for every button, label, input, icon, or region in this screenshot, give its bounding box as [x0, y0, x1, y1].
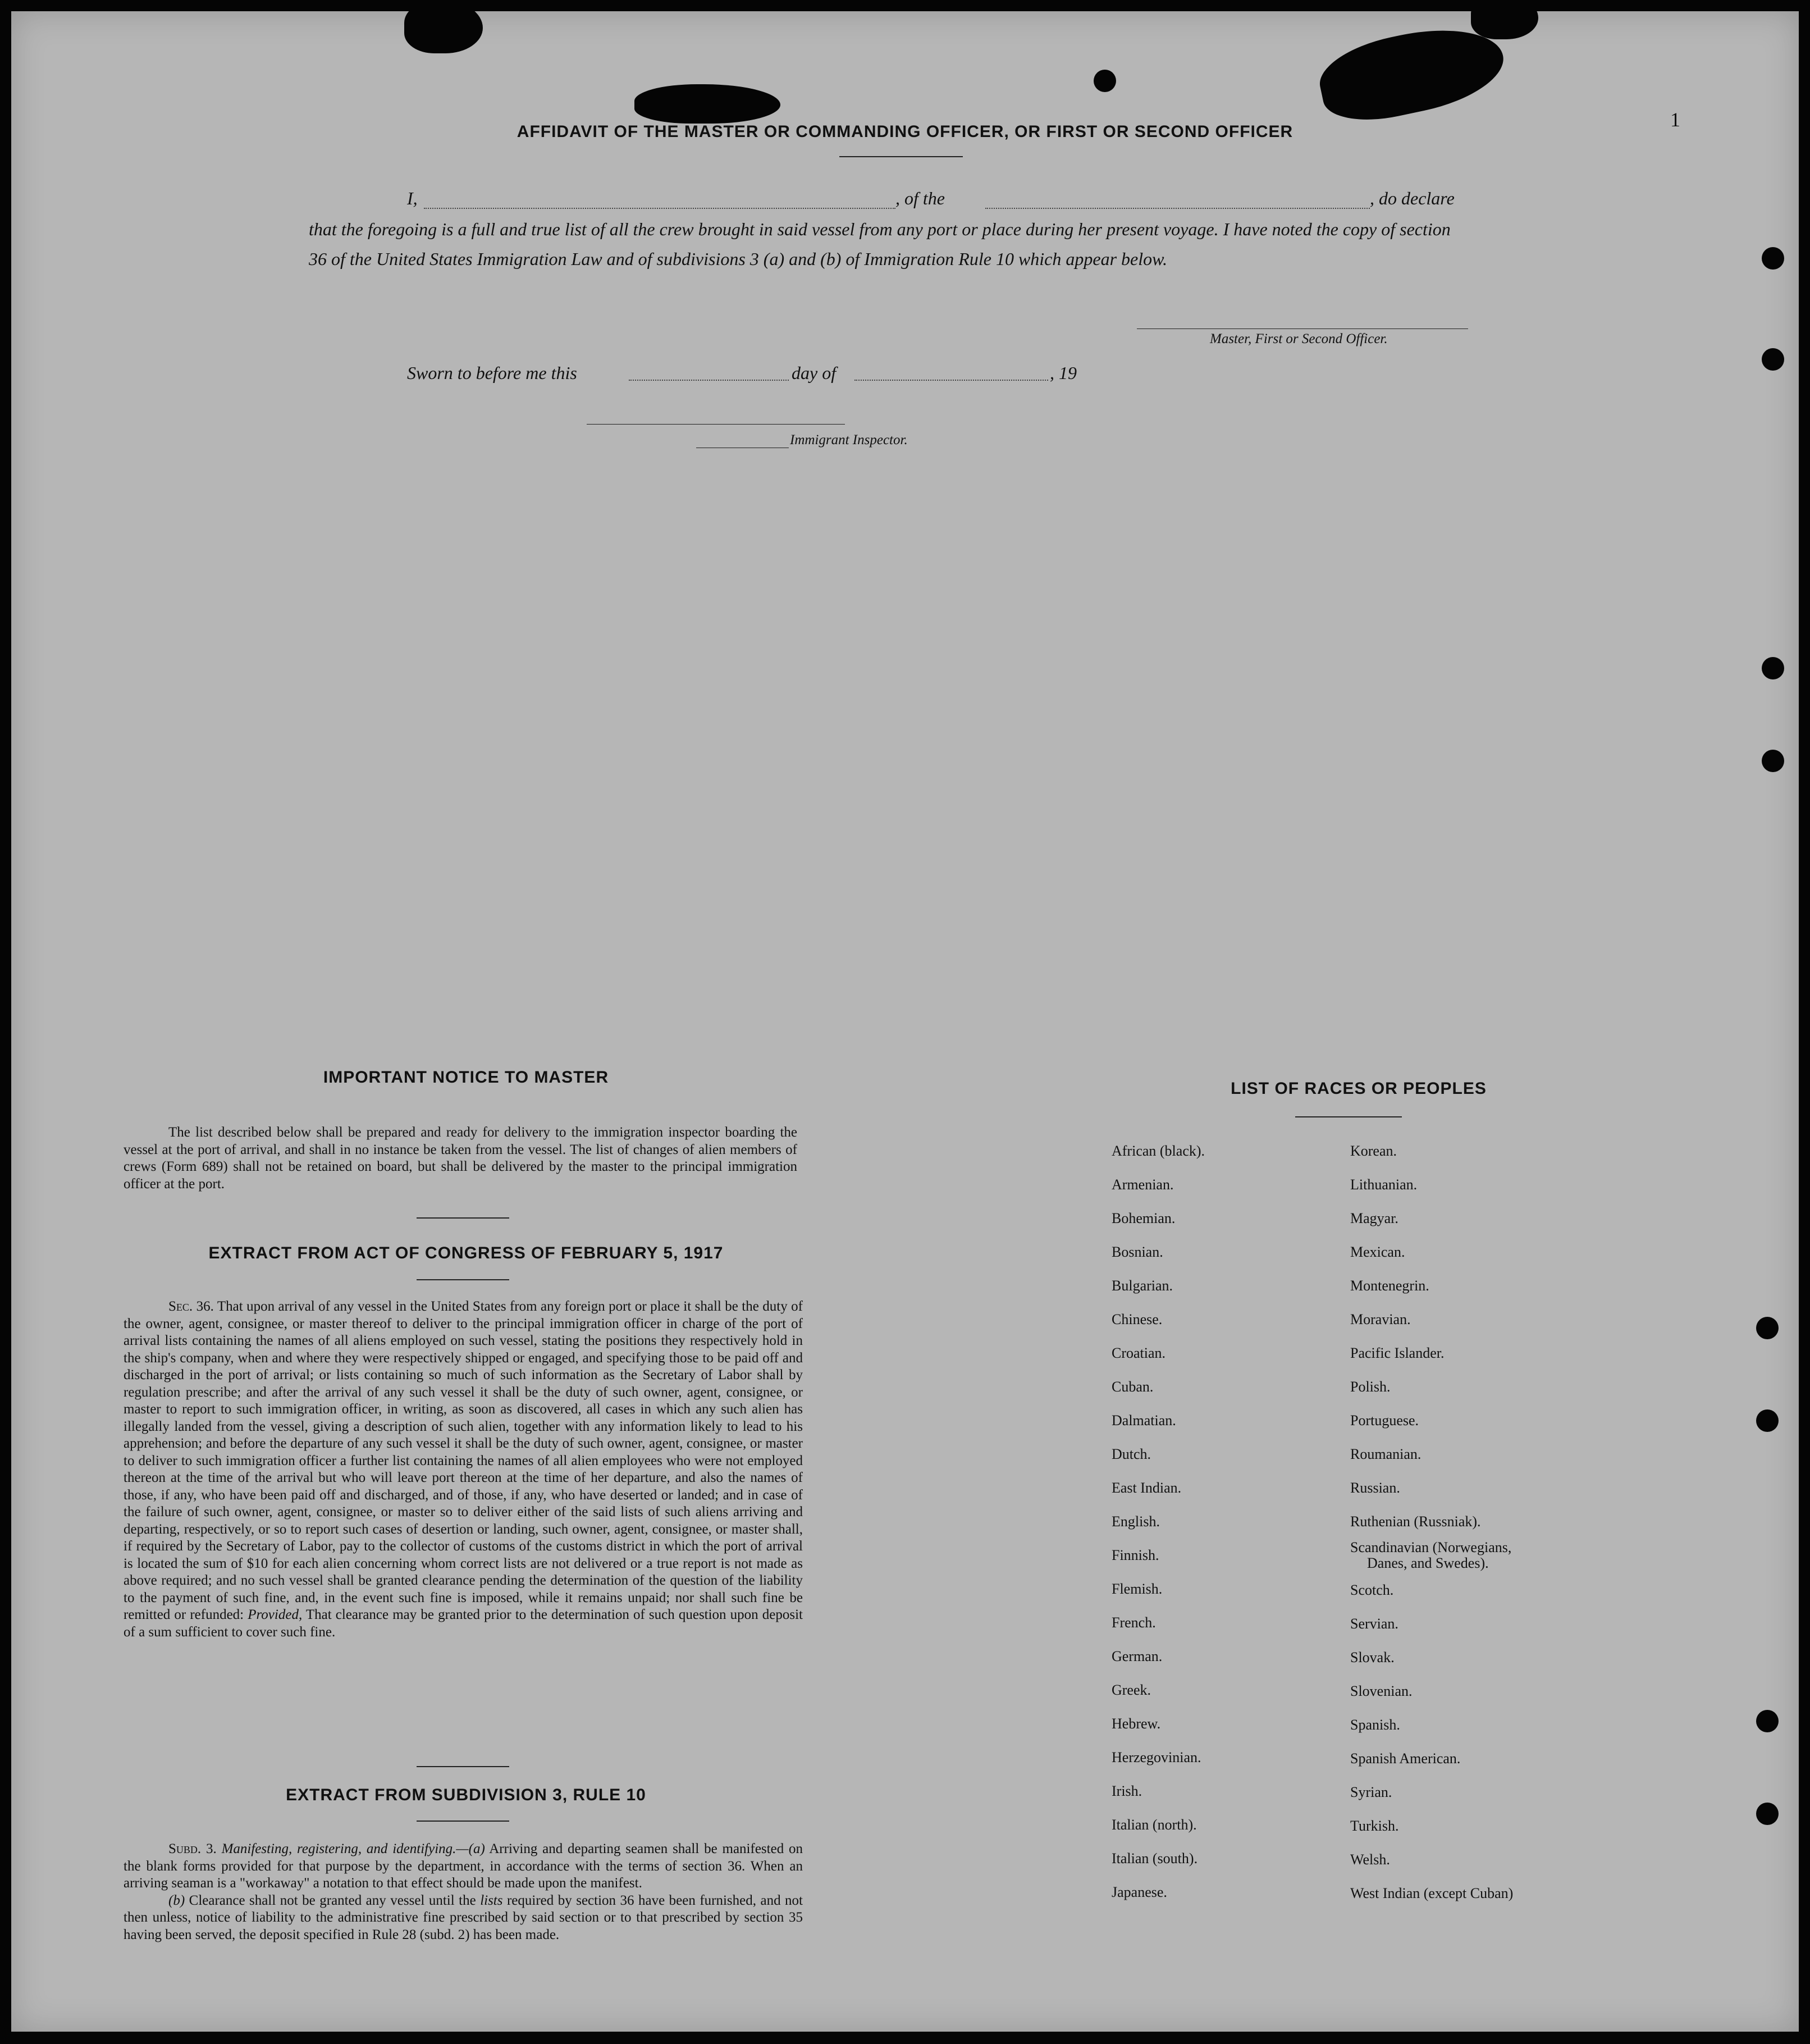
subd-b-text-1: Clearance shall not be granted any vessel until the	[189, 1892, 476, 1908]
affidavit-line1-end: , do declare	[1370, 188, 1455, 208]
section-body: That upon arrival of any vessel in the United States from any foreign port or place it shall be the duty of the owner, agent, consignee, or master thereof to deliver to the principal immigration officer in charge of the port of arrival lists containing the names of all aliens employed on such vessel, stating the positions they respectively hold in the ship's company, when and where they were respectively shipped or engaged, and specifying those to be paid off and discharged in the port of arrival; or lists containing so much of such information as the Secretary of Labor shall by regulation prescribe; and after the arrival of any such vessel it shall be the duty of such owner, agent, consignee, or master to report to such immigration officer, in writing, as soon as discovered, all cases in which any such alien has illegally landed from the vessel, giving a description of such alien, together with any information likely to lead to his apprehension; and before the departure of any such vessel it shall be the duty of such owner, agent, consignee, or master to deliver to such immigration officer a further list containing the names of all alien employees who were not employed thereon at the time of the arrival but who will leave port thereon at the time of her departure, and also the names of those, if any, who have been paid off and discharged, and of those, if any, who have deserted or landed; and in case of the failure of such owner, agent, consignee, or master so to deliver either of the said lists of such aliens arriving and departing, respectively, or so to report such cases of desertion or landing, such owner, agent, consignee, or master shall, if required by the Secretary of Labor, pay to the collector of customs of the customs district in which the port of arrival is located the sum of $10 for each alien concerning whom correct lists are not delivered or a true report is not made as above required; and no such vessel shall be granted clearance pending the determination of the question of the liability to the payment of such fine, and, in the event such fine is imposed, while it remains unpaid; nor shall such fine be remitted or refunded:	[124, 1299, 803, 1622]
proviso-word: Provided,	[248, 1607, 303, 1622]
punch-hole	[1762, 348, 1784, 371]
affidavit-title: AFFIDAVIT OF THE MASTER OR COMMANDING OFFICER, OR FIRST OR SECOND OFFICER	[517, 122, 1293, 141]
section-rule	[1295, 1116, 1402, 1117]
race-item-line: Danes, and Swedes).	[1367, 1555, 1489, 1571]
subd-a-text: Arriving and departing seamen shall be manifested on the blank forms provided for that purpose by the department, in accordance with the terms of section 36. When an arriving seaman is a "workaway" a notation to that effect should be made upon the manifest.	[124, 1841, 803, 1891]
race-item: Flemish.	[1112, 1581, 1163, 1597]
notice-title: IMPORTANT NOTICE TO MASTER	[323, 1068, 609, 1087]
race-item: Servian.	[1350, 1616, 1398, 1632]
race-item: Chinese.	[1112, 1311, 1163, 1327]
section-rule	[417, 1217, 509, 1219]
subd-label: Subd. 3.	[168, 1841, 217, 1856]
proviso-text: That clearance may be granted prior to the determination of such question upon deposit of a sum sufficient to cover such fine.	[124, 1607, 803, 1640]
races-title: LIST OF RACES OR PEOPLES	[1231, 1079, 1487, 1098]
race-item: Bohemian.	[1112, 1210, 1176, 1226]
race-item-line: Scandinavian (Norwegians,	[1350, 1539, 1512, 1555]
race-item: Slovak.	[1350, 1649, 1395, 1666]
race-item: Turkish.	[1350, 1818, 1399, 1834]
document-page	[11, 11, 1799, 2032]
race-item: Italian (north).	[1112, 1817, 1197, 1833]
section-label: Sec. 36.	[168, 1299, 214, 1314]
subd-heading: Manifesting, registering, and identifying.—(a)	[221, 1841, 485, 1856]
affidavit-line1-start: I,	[407, 188, 418, 208]
race-item: Portuguese.	[1350, 1412, 1419, 1429]
punch-hole	[1756, 1317, 1779, 1339]
punch-hole	[1762, 247, 1784, 270]
sworn-end: , 19	[1050, 363, 1077, 383]
race-item: Welsh.	[1350, 1851, 1390, 1868]
race-item: French.	[1112, 1614, 1156, 1631]
section-36-text	[124, 1298, 803, 1641]
race-item: Magyar.	[1350, 1210, 1398, 1226]
race-item: Hebrew.	[1112, 1716, 1161, 1732]
act-title: EXTRACT FROM ACT OF CONGRESS OF FEBRUARY 5, 1917	[208, 1244, 724, 1262]
race-item: Montenegrin.	[1350, 1278, 1429, 1294]
punch-hole	[1762, 750, 1784, 772]
name-blank	[424, 208, 895, 209]
tear-mark	[1471, 11, 1538, 39]
inspector-label: Immigrant Inspector.	[790, 432, 908, 448]
race-item	[1350, 1539, 1513, 1573]
signature-line	[1137, 328, 1468, 329]
race-item: Slovenian.	[1350, 1683, 1413, 1699]
race-item: Finnish.	[1112, 1547, 1159, 1563]
race-item: Mexican.	[1350, 1244, 1405, 1260]
punch-hole	[1756, 1409, 1779, 1432]
race-item: Bulgarian.	[1112, 1278, 1173, 1294]
race-item: Spanish American.	[1350, 1750, 1461, 1767]
race-item: African (black).	[1112, 1143, 1205, 1159]
section-rule	[417, 1821, 509, 1822]
punch-hole	[1756, 1710, 1779, 1732]
races-left-column	[1112, 1134, 1205, 1909]
race-item: Roumanian.	[1350, 1446, 1422, 1462]
subdivision-3-text	[124, 1841, 803, 1943]
tear-mark	[404, 11, 483, 53]
affidavit-line1-mid: , of the	[895, 188, 945, 208]
race-item: Scotch.	[1350, 1582, 1394, 1598]
race-item: Lithuanian.	[1350, 1176, 1418, 1193]
sworn-start: Sworn to before me this	[407, 363, 577, 383]
race-item: English.	[1112, 1513, 1160, 1530]
race-item: German.	[1112, 1648, 1163, 1664]
punch-hole	[1756, 1803, 1779, 1825]
sworn-month-blank	[854, 380, 1048, 381]
race-item: Dalmatian.	[1112, 1412, 1176, 1429]
notice-text: The list described below shall be prepared and ready for delivery to the immigration inspector boarding the vessel at the port of arrival, and shall in no instance be taken from the vessel. The list of changes of alien members of crews (Form 689) shall not be retained on board, but shall be delivered by the master to the principal immigration officer at the port.	[124, 1125, 797, 1192]
race-item: Japanese.	[1112, 1884, 1167, 1900]
subd-b-lists: lists	[480, 1892, 503, 1908]
redaction-blot	[634, 84, 780, 124]
vessel-blank	[985, 208, 1370, 209]
race-item: Irish.	[1112, 1783, 1142, 1799]
page-number: 1	[1670, 108, 1680, 131]
subd-b-text-2: required by section 36 have been furnished, and not then unless, notice of liability to the administrative fine prescribed by said section or to that prescribed by section 35 having been served, the deposit specified in Rule 28 (subd. 2) has been made.	[124, 1892, 803, 1942]
race-item: Moravian.	[1350, 1311, 1411, 1327]
race-item: Ruthenian (Russniak).	[1350, 1513, 1481, 1530]
race-item: Cuban.	[1112, 1379, 1154, 1395]
signature-label: Master, First or Second Officer.	[1210, 331, 1388, 346]
race-item: Greek.	[1112, 1682, 1151, 1698]
section-rule	[417, 1766, 509, 1767]
race-item: Armenian.	[1112, 1176, 1174, 1193]
race-item: Italian (south).	[1112, 1850, 1198, 1867]
race-item: Pacific Islander.	[1350, 1345, 1445, 1361]
races-right-column	[1350, 1134, 1513, 1910]
race-item: Croatian.	[1112, 1345, 1166, 1361]
race-item: East Indian.	[1112, 1480, 1182, 1496]
punch-hole	[1094, 70, 1116, 92]
race-item: Korean.	[1350, 1143, 1397, 1159]
inspector-signature-line	[587, 424, 845, 425]
title-rule	[839, 156, 963, 157]
race-item: Herzegovinian.	[1112, 1749, 1201, 1765]
race-item: Polish.	[1350, 1379, 1391, 1395]
sworn-day-blank	[629, 380, 789, 381]
race-item: West Indian (except Cuban)	[1350, 1885, 1514, 1901]
race-item: Bosnian.	[1112, 1244, 1163, 1260]
punch-hole	[1762, 657, 1784, 679]
race-item: Syrian.	[1350, 1784, 1392, 1800]
sworn-mid: day of	[792, 363, 837, 383]
subd-b-label: (b)	[168, 1892, 185, 1908]
race-item: Dutch.	[1112, 1446, 1151, 1462]
race-item: Russian.	[1350, 1480, 1400, 1496]
race-item: Spanish.	[1350, 1717, 1400, 1733]
section-rule	[417, 1279, 509, 1280]
rule10-title: EXTRACT FROM SUBDIVISION 3, RULE 10	[286, 1786, 646, 1804]
affidavit-body: that the foregoing is a full and true list of all the crew brought in said vessel from any port or place during her present voyage. I have noted the copy of section 36 of the United States Immigration Law and of subdivisions 3 (a) and (b) of Immigration Rule 10 which appear below.	[309, 219, 1451, 269]
